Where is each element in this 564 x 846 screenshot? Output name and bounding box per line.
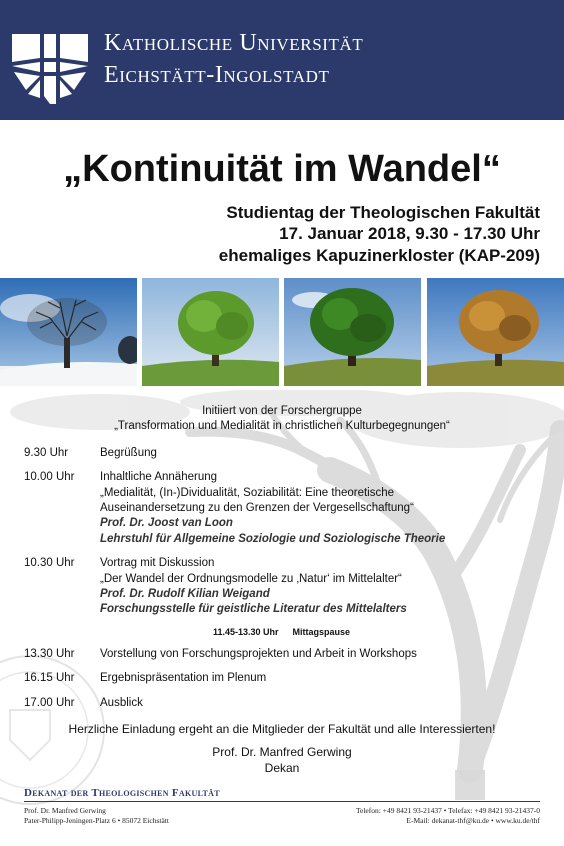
research-group-name: „Transformation und Medialität in christlichen Kulturbegegnungen“: [114, 420, 450, 432]
invitation-text: Herzliche Einladung ergeht an die Mitglieder der Fakultät und alle Interessierten!: [68, 722, 496, 736]
program-time: 13.30 Uhr: [24, 648, 75, 660]
lunch-break: [213, 627, 350, 637]
program-item: Vortrag mit Diskussion: [100, 557, 215, 569]
program-time: 10.30 Uhr: [24, 557, 75, 569]
event-date: 17. Januar 2018, 9.30 - 17.30 Uhr: [279, 224, 540, 243]
speaker-name: Prof. Dr. Rudolf Kilian Weigand: [100, 588, 270, 600]
footer-address: Pater-Philipp-Jeningen-Platz 6 • 85072 Eichstätt: [24, 816, 169, 825]
footer-email: E-Mail: dekanat-thf@ku.de • www.ku.de/thf: [406, 816, 540, 825]
footer-contact-name: Prof. Dr. Manfred Gerwing: [24, 806, 106, 815]
talk-title: „Medialität, (In-)Dividualität, Soziabilität: Eine theoretische: [100, 487, 395, 499]
signature-role: Dekan: [264, 761, 300, 775]
event-title: „Kontinuität im Wandel“: [63, 148, 501, 190]
program-item: Inhaltliche Annäherung: [100, 471, 218, 483]
university-name-line1: Katholische Universität: [104, 30, 364, 56]
talk-title: „Der Wandel der Ordnungsmodelle zu ‚Natur‘ im Mittelalter“: [100, 573, 402, 585]
program-time: 9.30 Uhr: [24, 447, 69, 459]
program-time: 17.00 Uhr: [24, 697, 75, 709]
footer-title: Dekanat der Theologischen Fakultät: [24, 787, 220, 799]
university-name-line2: Eichstätt-Ingolstadt: [104, 62, 330, 88]
program-time: 10.00 Uhr: [24, 471, 75, 483]
talk-title: Auseinandersetzung zu den Grenzen der Vergesellschaftung“: [100, 502, 414, 514]
program-item: Begrüßung: [100, 447, 157, 459]
speaker-affiliation: Forschungsstelle für geistliche Literatur des Mittelalters: [100, 603, 407, 615]
program-item: Vorstellung von Forschungsprojekten und Arbeit in Workshops: [100, 648, 417, 660]
intro-line: Initiiert von der Forschergruppe: [202, 405, 362, 417]
footer-phone: Telefon: +49 8421 93-21437 • Telefax: +49 8421 93-21437-0: [355, 806, 540, 815]
footer-divider: [24, 801, 540, 802]
lunch-break-label: Mittagspause: [292, 627, 351, 637]
speaker-affiliation: Lehrstuhl für Allgemeine Soziologie und Soziologische Theorie: [100, 533, 446, 545]
signature-name: Prof. Dr. Manfred Gerwing: [212, 745, 352, 759]
program-item: Ergebnispräsentation im Plenum: [100, 672, 267, 684]
event-location: ehemaliges Kapuzinerkloster (KAP-209): [218, 246, 540, 265]
program-item: Ausblick: [100, 697, 143, 709]
event-subtitle: Studientag der Theologischen Fakultät: [226, 203, 540, 222]
lunch-break-time: 11.45-13.30 Uhr: [213, 627, 279, 637]
program-time: 16.15 Uhr: [24, 672, 75, 684]
speaker-name: Prof. Dr. Joost van Loon: [100, 517, 233, 529]
